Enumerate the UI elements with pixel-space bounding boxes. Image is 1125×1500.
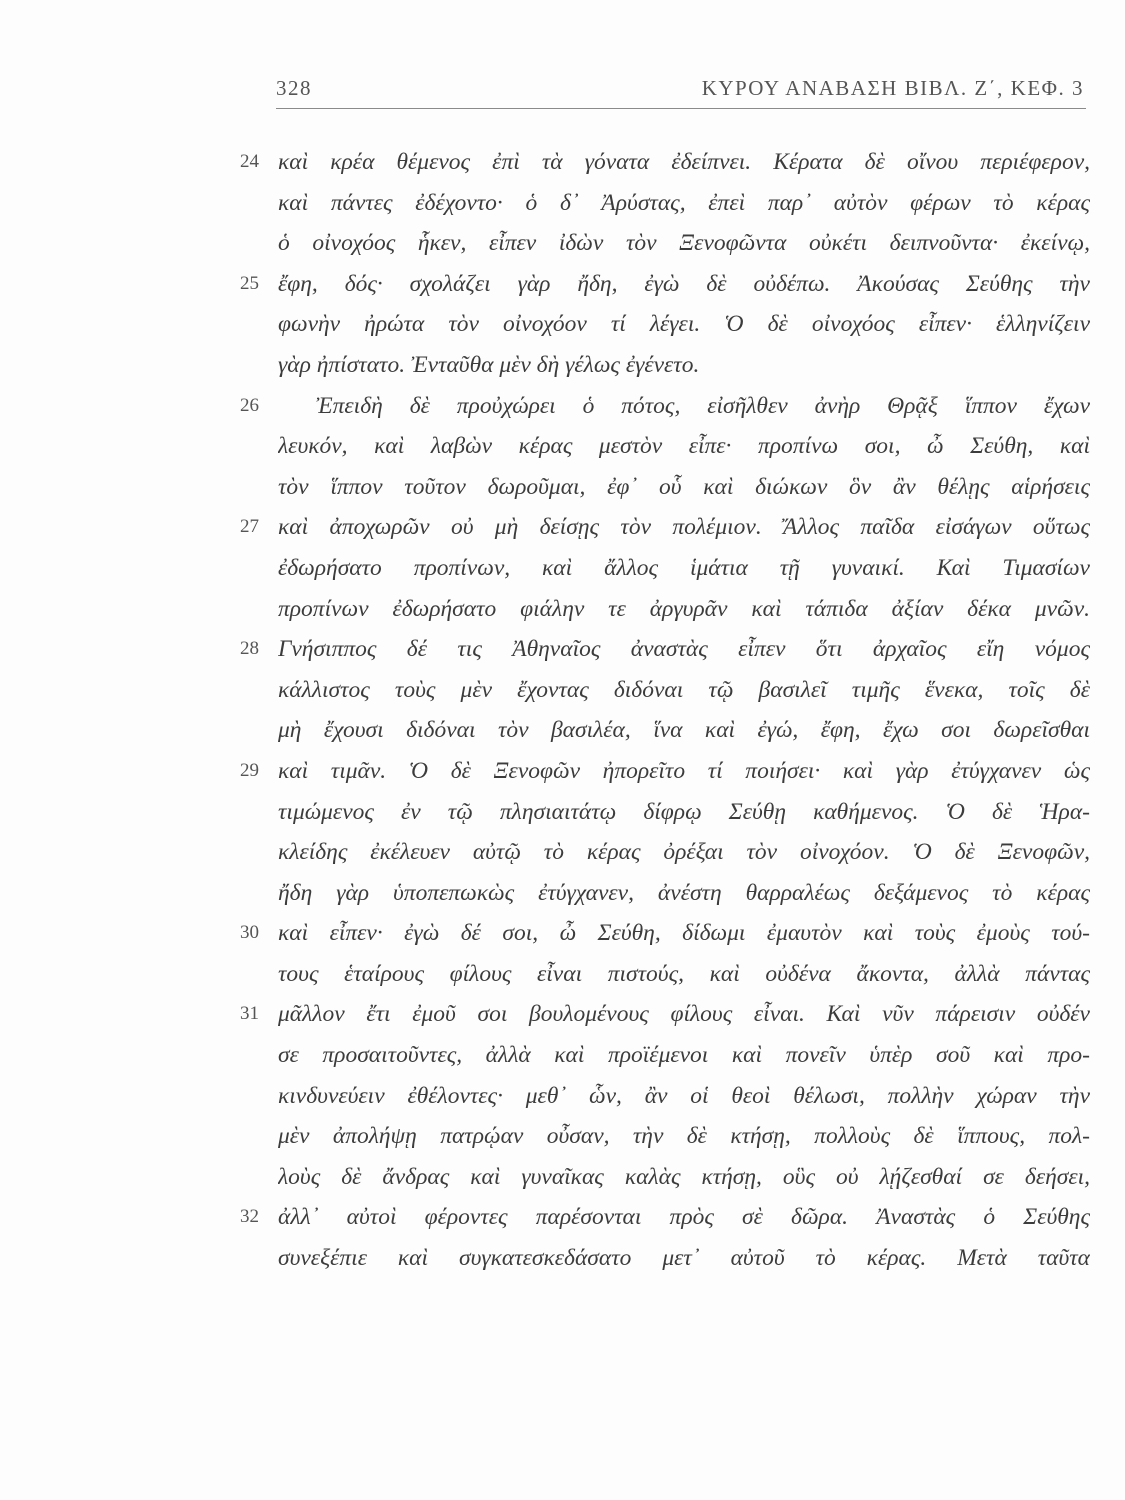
- text-line: [240, 386, 1090, 427]
- line-text: μὴ ἔχουσι διδόναι τὸν βασιλέα, ἵνα καὶ ἐγώ, ἔφη, ἔχω σοι δωρεῖσθαι: [278, 717, 1090, 744]
- text-line: [240, 1116, 1090, 1157]
- line-text: γὰρ ἠπίστατο. Ἐνταῦθα μὲν δὴ γέλως ἐγένετο.: [278, 351, 700, 378]
- text-line: [240, 994, 1090, 1035]
- text-line: [240, 1035, 1090, 1076]
- section-number: 32: [240, 1206, 259, 1228]
- line-text: συνεξέπιε καὶ συγκατεσκεδάσατο μετ᾽ αὐτοῦ τὸ κέρας. Μετὰ ταῦτα: [278, 1245, 1090, 1272]
- line-text: τὸν ἵππον τοῦτον δωροῦμαι, ἐφ᾽ οὗ καὶ διώκων ὃν ἂν θέλῃς αἱρήσεις: [278, 473, 1090, 500]
- text-line: [240, 345, 1090, 386]
- line-text: ἤδη γὰρ ὑποπεπωκὼς ἐτύγχανεν, ἀνέστη θαρραλέως δεξάμενος τὸ κέρας: [278, 879, 1090, 906]
- line-text: ἀλλ᾽ αὐτοὶ φέροντες παρέσονται πρὸς σὲ δῶρα. Ἀναστὰς ὁ Σεύθης: [278, 1204, 1090, 1231]
- line-text: Γνήσιππος δέ τις Ἀθηναῖος ἀναστὰς εἶπεν ὅτι ἀρχαῖος εἴη νόμος: [278, 636, 1090, 663]
- line-text: λοὺς δὲ ἄνδρας καὶ γυναῖκας καλὰς κτήσῃ, οὓς οὐ λῄζεσθαί σε δεήσει,: [278, 1163, 1090, 1190]
- text-line: [240, 670, 1090, 711]
- text-line: [240, 1238, 1090, 1279]
- line-text: φωνὴν ἠρώτα τὸν οἰνοχόον τί λέγει. Ὁ δὲ οἰνοχόος εἶπεν· ἑλληνίζειν: [278, 311, 1090, 338]
- line-text: σε προσαιτοῦντες, ἀλλὰ καὶ προϊέμενοι καὶ πονεῖν ὑπὲρ σοῦ καὶ προ-: [278, 1042, 1090, 1069]
- line-text: κινδυνεύειν ἐθέλοντες· μεθ᾽ ὧν, ἂν οἱ θεοὶ θέλωσι, πολλὴν χώραν τὴν: [278, 1082, 1090, 1109]
- line-text: Ἐπειδὴ δὲ προὐχώρει ὁ πότος, εἰσῆλθεν ἀνὴρ Θρᾷξ ἵππον ἔχων: [316, 392, 1090, 419]
- text-line: [240, 873, 1090, 914]
- header-rule: [276, 108, 1086, 109]
- line-text: καὶ πάντες ἐδέχοντο· ὁ δ᾽ Ἀρύστας, ἐπεὶ παρ᾽ αὐτὸν φέρων τὸ κέρας: [278, 189, 1090, 216]
- text-line: [240, 792, 1090, 833]
- section-number: 25: [240, 272, 259, 294]
- line-text: καὶ τιμᾶν. Ὁ δὲ Ξενοφῶν ἠπορεῖτο τί ποιήσει· καὶ γὰρ ἐτύγχανεν ὡς: [278, 757, 1090, 784]
- line-text: τους ἑταίρους φίλους εἶναι πιστούς, καὶ οὐδένα ἄκοντα, ἀλλὰ πάντας: [278, 960, 1090, 987]
- text-line: [240, 1157, 1090, 1198]
- line-text: καὶ κρέα θέμενος ἐπὶ τὰ γόνατα ἐδείπνει. Κέρατα δὲ οἴνου περιέφερον,: [278, 149, 1090, 175]
- running-title: ΚΥΡΟΥ ΑΝΑΒΑΣΗ ΒΙΒΛ. Ζ΄, ΚΕΦ. 3: [701, 76, 1084, 100]
- text-line: [240, 183, 1090, 224]
- text-line: [240, 507, 1090, 548]
- line-text: μᾶλλον ἔτι ἐμοῦ σοι βουλομένους φίλους εἶναι. Καὶ νῦν πάρεισιν οὐδέν: [278, 1001, 1090, 1028]
- text-line: [240, 142, 1090, 183]
- text-line: [240, 1076, 1090, 1117]
- section-number: 24: [240, 151, 259, 172]
- section-number: 31: [240, 1003, 259, 1025]
- line-text: μὲν ἀπολήψῃ πατρῴαν οὖσαν, τὴν δὲ κτήσῃ, πολλοὺς δὲ ἵππους, πολ-: [278, 1123, 1090, 1150]
- running-header: [276, 70, 1084, 104]
- section-number: 26: [240, 394, 259, 416]
- line-text: λευκόν, καὶ λαβὼν κέρας μεστὸν εἶπε· προπίνω σοι, ὦ Σεύθη, καὶ: [278, 433, 1090, 460]
- text-line: [240, 467, 1090, 508]
- line-text: προπίνων ἐδωρήσατο φιάλην τε ἀργυρᾶν καὶ τάπιδα ἀξίαν δέκα μνῶν.: [278, 595, 1090, 622]
- text-line: [240, 589, 1090, 630]
- section-number: 27: [240, 516, 259, 538]
- text-line: [240, 548, 1090, 589]
- text-line: [240, 751, 1090, 792]
- section-number: 29: [240, 759, 259, 781]
- text-line: [240, 426, 1090, 467]
- text-line: [240, 954, 1090, 995]
- greek-text-body: [240, 142, 1090, 1279]
- line-text: καὶ εἶπεν· ἐγὼ δέ σοι, ὦ Σεύθη, δίδωμι ἐμαυτὸν καὶ τοὺς ἐμοὺς τού-: [278, 920, 1090, 947]
- text-line: [240, 223, 1090, 264]
- line-text: καὶ ἀποχωρῶν οὐ μὴ δείσῃς τὸν πολέμιον. Ἄλλος παῖδα εἰσάγων οὕτως: [278, 514, 1090, 541]
- line-text: ὁ οἰνοχόος ἧκεν, εἶπεν ἰδὼν τὸν Ξενοφῶντα οὐκέτι δειπνοῦντα· ἐκείνῳ,: [278, 230, 1090, 257]
- page-number: 328: [276, 76, 312, 100]
- line-text: κάλλιστος τοὺς μὲν ἔχοντας διδόναι τῷ βασιλεῖ τιμῆς ἕνεκα, τοῖς δὲ: [278, 676, 1090, 703]
- text-line: [240, 710, 1090, 751]
- text-line: [240, 629, 1090, 670]
- text-line: [240, 832, 1090, 873]
- text-line: [240, 264, 1090, 305]
- text-line: [240, 304, 1090, 345]
- section-number: 28: [240, 638, 259, 660]
- line-text: τιμώμενος ἐν τῷ πλησιαιτάτῳ δίφρῳ Σεύθῃ καθήμενος. Ὁ δὲ Ἡρα-: [278, 798, 1090, 825]
- line-text: ἐδωρήσατο προπίνων, καὶ ἄλλος ἱμάτια τῇ γυναικί. Καὶ Τιμασίων: [278, 554, 1090, 581]
- line-text: κλείδης ἐκέλευεν αὐτῷ τὸ κέρας ὀρέξαι τὸν οἰνοχόον. Ὁ δὲ Ξενοφῶν,: [278, 839, 1090, 866]
- text-line: [240, 913, 1090, 954]
- text-line: [240, 1197, 1090, 1238]
- section-number: 30: [240, 922, 259, 944]
- line-text: ἔφη, δός· σχολάζει γὰρ ἤδη, ἐγὼ δὲ οὐδέπω. Ἀκούσας Σεύθης τὴν: [278, 270, 1090, 297]
